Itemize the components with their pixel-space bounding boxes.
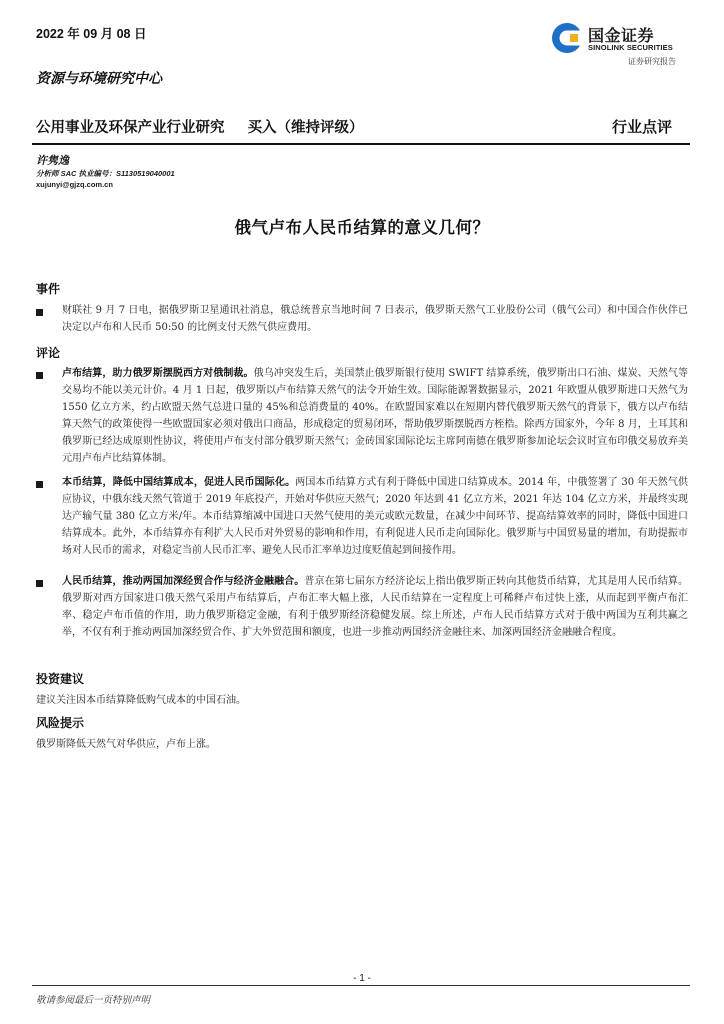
page-number: - 1 -	[353, 973, 371, 984]
bullet-icon	[36, 481, 43, 488]
author-sac: 分析师 SAC 执业编号：S1130519040001	[36, 169, 175, 178]
comment-2-body: 两国本币结算方式有利于降低中国进口结算成本。2014 年，中俄签署了 30 年天然气供应协议，中俄东线天然气管道于 2019 年底投产，开始对华供应天然气；2020 年达到 41 亿立方米，2021 年达 104 亿立方米，并最终实现达产输气量 380 亿立方米/年。本币结算缩减中国进口天然气使用的美元或欧元数量，在减少中间环节、提高结算效率的同时，降低中国进口结算成本。此外，本币结算亦有利扩大人民币对外贸易的影响和作用，有利促进人民币走向国际化。俄罗斯与中国贸易量的增加，有助提振市场对人民币的需求，对稳定当前人民币汇率、避免人民币汇率单边过度贬值起到间接作用。	[62, 477, 688, 556]
report-type-small: 证券研究报告	[628, 57, 676, 66]
header-divider	[32, 143, 690, 145]
risk-paragraph: 俄罗斯降低天然气对华供应，卢布上涨。	[36, 739, 216, 750]
footer-disclaimer: 敬请参阅最后一页特别声明	[36, 995, 151, 1006]
comment-3-body: 普京在第七届东方经济论坛上指出俄罗斯正转向其他货币结算，尤其是用人民币结算。俄罗斯对西方国家进口俄天然气采用卢布结算后，卢布汇率大幅上涨，人民币结算在一定程度上可稀释卢布过快上涨，从而起到平衡卢布汇率、稳定卢布币值的作用，助力俄罗斯稳定金融，有利于俄罗斯经济稳健发展。综上所述，卢布人民币结算方式对于俄中两国为互利共赢之举，不仅有利于推动两国加深经贸合作、扩大外贸范围和额度，也进一步推动两国经济金融往来、加深两国经济金融融合程度。	[62, 576, 689, 638]
comment-paragraph-2	[62, 474, 688, 559]
comment-paragraph-3	[62, 573, 688, 641]
report-tag: 行业点评	[612, 118, 673, 136]
logo-chinese-name: 国金证券	[588, 28, 655, 45]
footer-divider	[32, 985, 690, 986]
comment-1-lead: 卢布结算，助力俄罗斯摆脱西方对俄制裁。	[62, 368, 254, 379]
author-name: 许隽逸	[36, 154, 69, 167]
comment-2-lead: 本币结算，降低中国结算成本，促进人民币国际化。	[62, 477, 296, 488]
comment-3-lead: 人民币结算，推动两国加深经贸合作与经济金融融合。	[62, 576, 305, 587]
sinolink-logo-icon	[551, 22, 583, 54]
logo-english-name: SINOLINK SECURITIES	[588, 43, 673, 52]
event-paragraph: 财联社 9 月 7 日电，据俄罗斯卫星通讯社消息，俄总统普京当地时间 7 日表示，俄罗斯天然气工业股份公司（俄气公司）和中国合作伙伴已决定以卢布和人民币 50:50 的比例支付天然气供应费用。	[62, 305, 688, 333]
report-title: 俄气卢布人民币结算的意义几何？	[234, 218, 490, 237]
comment-paragraph-1	[62, 365, 688, 467]
event-heading: 事件	[36, 282, 61, 296]
research-center: 资源与环境研究中心	[36, 71, 162, 87]
invest-paragraph: 建议关注因本币结算降低购气成本的中国石油。	[36, 695, 246, 706]
industry-line	[36, 116, 364, 137]
risk-heading: 风险提示	[36, 716, 85, 730]
bullet-icon	[36, 580, 43, 587]
rating: 买入（维持评级）	[247, 119, 364, 136]
comment-1-body: 俄乌冲突发生后，美国禁止俄罗斯银行使用 SWIFT 结算系统，俄罗斯出口石油、煤炭、天然气等交易均不能以美元计价。4 月 1 日起，俄罗斯以卢布结算天然气的法令开始生效。国际能源署数据显示，2021 年欧盟从俄罗斯进口天然气为 1550 亿立方米，约占欧盟天然气总进口量的 45%和总消费量的 40%。在欧盟国家难以在短期内替代俄罗斯天然气的背景下，俄方以卢布结算天然气的政策使得一些欧盟国家必须对俄出口商品，形成稳定的贸易闭环，帮助俄罗斯摆脱西方桎梏。除西方国家外，今年 8 月，土耳其和俄罗斯已经达成原则性协议，将使用卢布支付部分俄罗斯天然气；金砖国家国际论坛主席阿南德在俄罗斯参加论坛会议时宣布印俄交易放弃美元用卢布卢比结算体制。	[62, 368, 689, 464]
invest-heading: 投资建议	[36, 672, 85, 686]
company-logo	[551, 22, 691, 58]
industry-name: 公用事业及环保产业行业研究	[36, 119, 225, 136]
author-email: xujunyi@gjzq.com.cn	[36, 180, 113, 189]
comment-heading: 评论	[36, 346, 61, 360]
report-date: 2022 年 09 月 08 日	[36, 27, 147, 41]
bullet-icon	[36, 309, 43, 316]
bullet-icon	[36, 372, 43, 379]
